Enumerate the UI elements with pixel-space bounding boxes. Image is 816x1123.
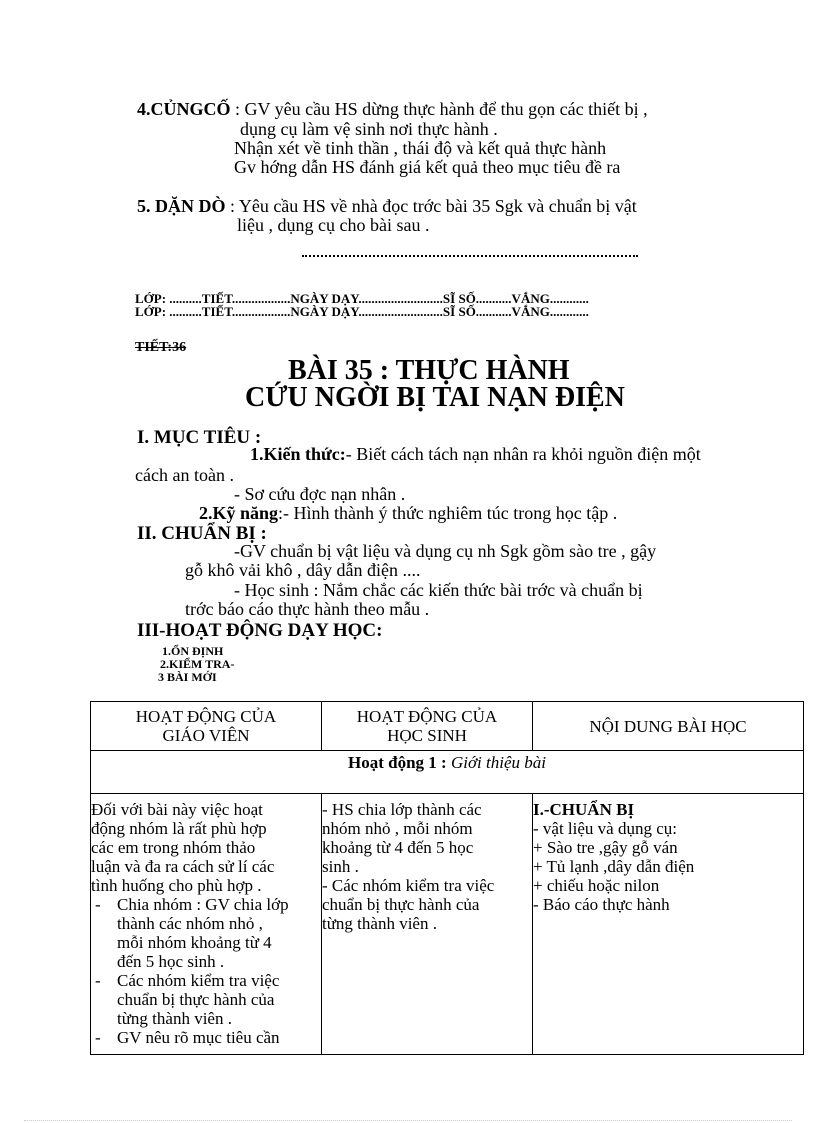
gv-line: động nhóm là rất phù hợp	[91, 819, 267, 838]
hoat-dong-heading	[137, 620, 382, 642]
nd-line: + Tủ lạnh ,dây dẫn điện	[533, 857, 695, 876]
hs-line: chuẩn bị thực hành của	[322, 895, 480, 914]
nd-line: + Sào tre ,gậy gỗ ván	[533, 838, 678, 857]
dan-do-line: : Yêu cầu HS về nhà đọc trớc bài 35 Sgk và chuẩn bị vật	[230, 196, 637, 216]
class-row: LỚP: ..........TIẾT..................NGÀY DẠY..........................SĨ SỐ...........VẮNG............	[135, 291, 589, 306]
hs-cell	[322, 794, 533, 1055]
cung-co-line: : GV yêu cầu HS dừng thực hành để thu gọn các thiết bị ,	[235, 99, 648, 119]
gv-bullet	[91, 1028, 321, 1047]
muc-tieu-heading: I. MỤC TIÊU :	[137, 427, 262, 448]
gv-bullet	[91, 971, 321, 1028]
header-nd-line: NỘI DUNG BÀI HỌC	[589, 716, 747, 736]
table-row	[91, 794, 804, 1055]
nd-line: + chiếu hoặc nilon	[533, 876, 660, 895]
hoat-dong-title: HOẠT ĐỘNG DẠY HỌC	[165, 620, 377, 641]
header-nd	[533, 702, 804, 751]
lesson-title: BÀI 35 : THỰC HÀNH	[288, 355, 570, 386]
page-bottom-rule	[24, 1120, 792, 1121]
class-row: LỚP: ..........TIẾT..................NGÀY DẠY..........................SĨ SỐ...........VẮNG............	[135, 304, 589, 319]
ky-nang-text: :- Hình thành ý thức nghiêm túc trong học tập .	[278, 503, 618, 523]
cung-co-line: dụng cụ làm vệ sinh nơi thực hành .	[240, 119, 498, 139]
dan-do-section	[137, 196, 637, 216]
table-section-row	[91, 751, 804, 794]
ky-nang-line	[199, 503, 617, 523]
so-cuu-line: - Sơ cứu đợc nạn nhân .	[234, 484, 406, 504]
lesson-subtitle: CỨU NGỜI BỊ TAI NẠN ĐIỆN	[245, 382, 625, 413]
gv-bullet-line: đến 5 học sinh .	[117, 952, 225, 971]
nd-line: - vật liệu và dụng cụ:	[533, 819, 677, 838]
dan-do-line: liệu , dụng cụ cho bài sau .	[237, 215, 430, 235]
gv-line: tình huống cho phù hợp .	[91, 876, 262, 895]
hs-line: - HS chia lớp thành các	[322, 800, 482, 819]
kien-thuc-label: 1.Kiến thức:	[250, 444, 346, 464]
header-gv-line: GIÁO VIÊN	[162, 726, 250, 745]
hoat-dong-colon: :	[376, 620, 383, 641]
dotted-separator	[302, 255, 638, 257]
gv-cell	[91, 794, 322, 1055]
gv-bullet-line: chuẩn bị thực hành của	[117, 990, 275, 1009]
gv-bullet-line: - GV nêu rõ mục tiêu cần	[117, 1028, 280, 1047]
section-cell	[91, 751, 804, 794]
cung-co-line: Gv hớng dẫn HS đánh giá kết quả theo mục tiêu đề ra	[234, 157, 621, 177]
hs-line: từng thành viên .	[322, 914, 437, 933]
chuan-bi-gv: gỗ khô vải khô , dây dẫn điện ....	[185, 560, 421, 580]
gv-bullet-line: - Các nhóm kiểm tra việc	[117, 971, 280, 990]
nd-line: - Báo cáo thực hành	[533, 895, 670, 914]
gv-bullet-line: - Chia nhóm : GV chia lớp	[117, 895, 289, 914]
table-header-row	[91, 702, 804, 751]
cung-co-section	[137, 99, 648, 119]
gv-bullet	[91, 895, 321, 971]
gv-line: luận và đa ra cách sử lí các	[91, 857, 275, 876]
step-item: 3 BÀI MỚI	[158, 670, 217, 684]
lesson-plan-table	[90, 701, 804, 1055]
kien-thuc-line	[250, 444, 701, 464]
cung-co-line: Nhận xét về tinh thần , thái độ và kết quả thực hành	[234, 138, 607, 158]
header-hs-line: HOẠT ĐỘNG CỦA	[356, 707, 498, 726]
hs-line: nhóm nhỏ , mỗi nhóm	[322, 819, 473, 838]
gv-bullet-line: mỗi nhóm khoảng từ 4	[117, 933, 272, 952]
chuan-bi-hs: trớc báo cáo thực hành theo mẫu .	[185, 599, 430, 619]
tiet-label: TIẾT:36	[135, 340, 187, 355]
dan-do-label: 5. DẶN DÒ	[137, 196, 226, 216]
gv-bullet-line: từng thành viên .	[117, 1009, 232, 1028]
nd-cell	[533, 794, 804, 1055]
step-item: 1.ỔN ĐỊNH	[162, 644, 224, 658]
nd-heading: I.-CHUẨN BỊ	[533, 800, 635, 819]
header-hs	[322, 702, 533, 751]
kien-thuc-cont: cách an toàn .	[135, 465, 234, 485]
header-gv	[91, 702, 322, 751]
chuan-bi-gv: -GV chuẩn bị vật liệu và dụng cụ nh Sgk gồm sào tre , gậy	[234, 541, 657, 561]
hs-line: sinh .	[322, 857, 359, 876]
step-item: 2.KIỂM TRA-	[160, 657, 235, 671]
hoat-dong-prefix: III-	[137, 620, 166, 641]
chuan-bi-hs: - Học sinh : Nắm chắc các kiến thức bài trớc và chuẩn bị	[234, 580, 643, 600]
ky-nang-label: 2.Kỹ năng	[199, 503, 279, 523]
kien-thuc-text: - Biết cách tách nạn nhân ra khỏi nguồn điện một	[345, 444, 701, 464]
section-italic: Giới thiệu bài	[450, 753, 546, 772]
hs-line: khoảng từ 4 đến 5 học	[322, 838, 474, 857]
gv-line: Đối với bài này việc hoạt	[91, 800, 263, 819]
header-gv-line: HOẠT ĐỘNG CỦA	[135, 707, 277, 726]
gv-bullet-line: thành các nhóm nhỏ ,	[117, 914, 263, 933]
header-hs-line: HỌC SINH	[387, 726, 467, 745]
chuan-bi-heading: II. CHUẨN BỊ :	[137, 523, 267, 544]
section-label: Hoạt động 1 :	[348, 753, 451, 772]
cung-co-label: 4.CỦNGCỐ	[137, 99, 231, 119]
gv-line: các em trong nhóm thảo	[91, 838, 256, 857]
hs-line: - Các nhóm kiểm tra việc	[322, 876, 495, 895]
